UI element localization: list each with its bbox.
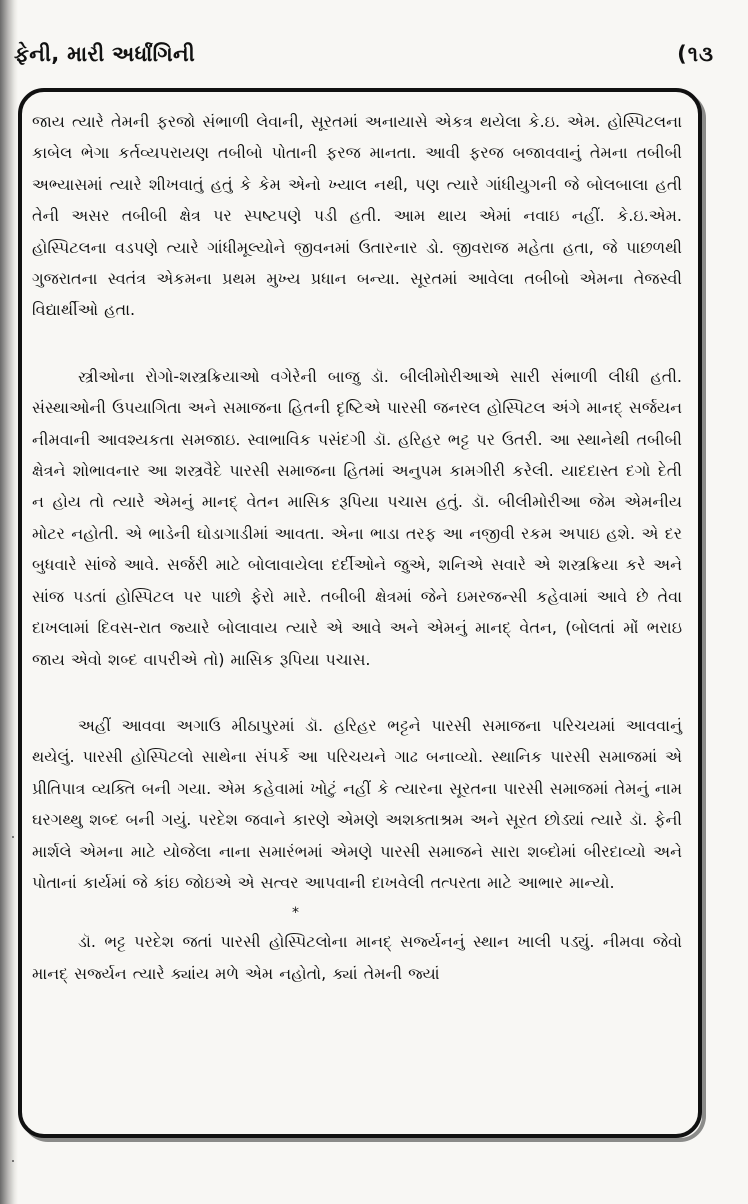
running-header	[14, 40, 714, 76]
paragraph-4: ડૉ. ભટ્ટ પરદેશ જતાં પારસી હોસ્પિટલોના માનદ્ સર્જ્યનનું સ્થાન ખાલી પડ્યું. નીમવા જેવો માનદ્ સર્જ્યન ત્યારે ક્યાંય મળે એમ નહોતો, ક્યાં તેમની જ્યાં	[32, 932, 682, 983]
paragraph-1: જાય ત્યારે તેમની ફરજો સંભાળી લેવાની, સૂરતમાં અનાયાસે એકત્ર થયેલા કે.ઇ. એમ. હોસ્પિટલના કાબેલ ભેગા કર્તવ્યપરાયણ તબીબો પોતાની ફરજ માનતા. આવી ફરજ બજાવવાનું તેમના તબીબી અભ્યાસમાં ત્યારે શીખવાતું હતું કે કેમ એનો ખ્યાલ નથી, પણ ત્યારે ગાંધીયુગની જે બોલબાલા હતી તેની અસર તબીબી ક્ષેત્ર પર સ્પષ્ટપણે પડી હતી. આમ થાય એમાં નવાઇ નહીં. કે.ઇ.એમ. હોસ્પિટલના વડપણે ત્યારે ગાંધીમૂલ્યોને જીવનમાં ઉતારનાર ડો. જીવરાજ મહેતા હતા, જે પાછળથી ગુજરાતના સ્વતંત્ર એકમના પ્રથમ મુખ્ય પ્રધાન બન્યા. સૂરતમાં આવેલા તબીબો એમના તેજસ્વી વિદ્યાર્થીઓ હતા.	[32, 112, 682, 320]
book-binding-shadow	[0, 0, 18, 1204]
paragraph-gap	[32, 675, 682, 710]
paragraph-2: સ્ત્રીઓના રોગો-શસ્ત્રક્રિયાઓ વગેરેની બાજુ ડૉ. બીલીમોરીઆએ સારી સંભાળી લીધી હતી. સંસ્થાઓની ઉપયાગિતા અને સમાજના હિતની દૃષ્ટિએ પારસી જનરલ હોસ્પિટલ અંગે માનદ્ સર્જયન નીમવાની આવશ્યકતા સમજાઇ. સ્વાભાવિક પસંદગી ડૉ. હરિહર ભટ્ટ પર ઉતરી. આ સ્થાનેથી તબીબી ક્ષેત્રને શોભાવનાર આ શસ્ત્રવૈદે પારસી સમાજના હિતમાં અનુપમ કામગીરી કરેલી. યાદદાસ્ત દગો દેતી ન હોય તો ત્યારે એમનું માનદ્ વેતન માસિક રૂપિયા પચાસ હતું. ડૉ. બીલીમોરીઆ જેમ એમનીય મોટર નહોતી. એ ભાડેની ઘોડાગાડીમાં આવતા. એના ભાડા તરફ આ નજીવી રકમ અપાઇ હશે. એ દર બુધવારે સાંજે આવે. સર્જરી માટે બોલાવાયેલા દર્દીઓને જુએ, શનિએ સવારે એ શસ્ત્રક્રિયા કરે અને સાંજ પડતાં હોસ્પિટલ પર પાછો ફેરો મારે. તબીબી ક્ષેત્રમાં જેને ઇમરજન્સી કહેવામાં આવે છે તેવા દાખલામાં દિવસ-રાત જ્યારે બોલાવાય ત્યારે એ આવે અને એમનું માનદ્ વેતન, (બોલતાં મોં ભરાઇ જાય એવો શબ્દ વાપરીએ તો) માસિક રૂપિયા પચાસ.	[32, 366, 682, 669]
page-speck	[12, 836, 14, 838]
paragraph-3: અહીં આવવા અગાઉ મીઠાપુરમાં ડૉ. હરિહર ભટ્ટને પારસી સમાજના પરિચયમાં આવવાનું થયેલું. પારસી હોસ્પિટલો સાથેના સંપર્કે આ પરિચયને ગાઢ બનાવ્યો. સ્થાનિક પારસી સમાજમાં એ પ્રીતિપાત્ર વ્યક્તિ બની ગયા. એમ કહેવામાં ખોટું નહીં કે ત્યારના સૂરતના પારસી સમાજમાં તેમનું નામ ઘરગથ્થુ શબ્દ બની ગયું. પરદેશ જવાને કારણે એમણે અશક્તાશ્રમ અને સૂરત છોડ્યાં ત્યારે ડૉ. ફેની માર્શલે એમના માટે યોજેલા નાના સમારંભમાં એમણે પારસી સમાજને સારા શબ્દોમાં બીરદાવ્યો અને પોતાનાં કાર્યમાં જે કાંઇ જોઇએ એ સત્વર આપવાની દાખવેલી તત્પરતા માટે આભાર માન્યો.	[32, 715, 683, 892]
page-number: (૧૩	[677, 42, 714, 66]
section-ornament: *	[292, 905, 299, 922]
body-text	[32, 106, 682, 989]
page-speck	[12, 1160, 14, 1162]
paragraph-gap	[32, 326, 682, 361]
running-title: ફેની, મારી અર્ધાંગિની	[14, 42, 196, 66]
